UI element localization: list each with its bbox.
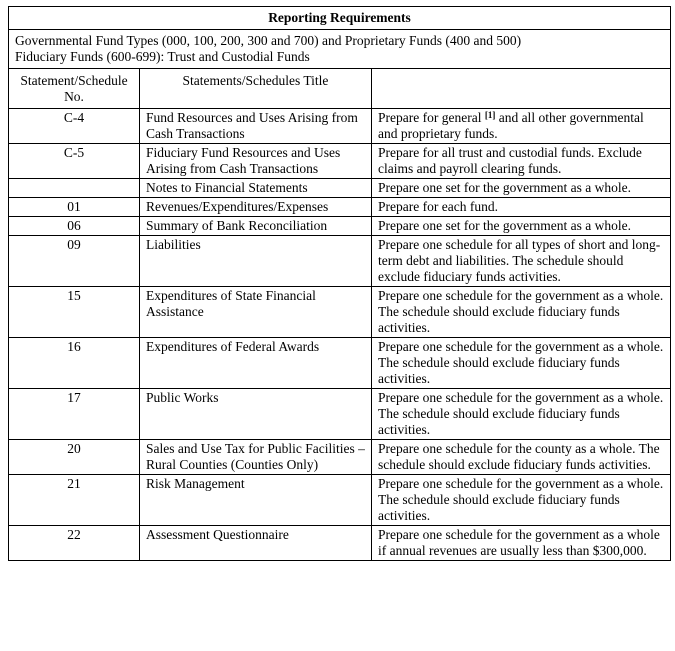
reporting-requirements-table: [8, 6, 671, 561]
table-row: [9, 144, 671, 179]
table-row: [9, 389, 671, 440]
table-title: Reporting Requirements: [9, 7, 671, 30]
table-row: [9, 217, 671, 236]
row-instructions: Prepare for each fund.: [372, 198, 671, 217]
row-title: Fund Resources and Uses Arising from Cash Transactions: [140, 109, 372, 144]
row-number: C-4: [9, 109, 140, 144]
row-title: Notes to Financial Statements: [140, 179, 372, 198]
row-title: Expenditures of State Financial Assistance: [140, 287, 372, 338]
fund-types-line-1: Governmental Fund Types (000, 100, 200, 300 and 700) and Proprietary Funds (400 and 500): [15, 33, 522, 48]
row-title: Revenues/Expenditures/Expenses: [140, 198, 372, 217]
row-instructions: Prepare one schedule for all types of short and long-term debt and liabilities. The schedule should exclude fiduciary funds activities.: [372, 236, 671, 287]
row-number: 01: [9, 198, 140, 217]
row-title: Fiduciary Fund Resources and Uses Arising from Cash Transactions: [140, 144, 372, 179]
table-row: [9, 338, 671, 389]
row-number: 20: [9, 440, 140, 475]
row-number: 21: [9, 475, 140, 526]
row-instructions: Prepare one set for the government as a whole.: [372, 179, 671, 198]
table-row: [9, 109, 671, 144]
instructions-text: Prepare for general: [378, 110, 485, 125]
row-title: Assessment Questionnaire: [140, 526, 372, 561]
table-row: [9, 440, 671, 475]
table-row: [9, 526, 671, 561]
row-title: Summary of Bank Reconciliation: [140, 217, 372, 236]
table-row: [9, 236, 671, 287]
row-instructions: Prepare one schedule for the government as a whole. The schedule should exclude fiduciary funds activities.: [372, 389, 671, 440]
row-instructions: Prepare one schedule for the county as a whole. The schedule should exclude fiduciary funds activities.: [372, 440, 671, 475]
header-instructions: [372, 69, 671, 109]
row-title: Public Works: [140, 389, 372, 440]
instructions-text: and all other governmental and proprietary funds.: [378, 110, 644, 141]
row-instructions: Prepare for all trust and custodial funds. Exclude claims and payroll clearing funds.: [372, 144, 671, 179]
table-row: [9, 287, 671, 338]
row-number: 17: [9, 389, 140, 440]
row-instructions: Prepare one schedule for the government as a whole if annual revenues are usually less than $300,000.: [372, 526, 671, 561]
row-title: Sales and Use Tax for Public Facilities – Rural Counties (Counties Only): [140, 440, 372, 475]
row-number: 22: [9, 526, 140, 561]
table-row: [9, 198, 671, 217]
row-number: 09: [9, 236, 140, 287]
row-number: 16: [9, 338, 140, 389]
row-instructions: Prepare one schedule for the government as a whole. The schedule should exclude fiduciary funds activities.: [372, 287, 671, 338]
row-instructions: Prepare one set for the government as a whole.: [372, 217, 671, 236]
row-title: Liabilities: [140, 236, 372, 287]
row-title: Risk Management: [140, 475, 372, 526]
header-title: Statements/Schedules Title: [140, 69, 372, 109]
row-number: C-5: [9, 144, 140, 179]
row-number: 15: [9, 287, 140, 338]
row-number: [9, 179, 140, 198]
fund-types-line-2: Fiduciary Funds (600-699): Trust and Custodial Funds: [15, 49, 310, 64]
fund-types: [9, 30, 671, 69]
footnote-link[interactable]: [1]: [484, 110, 496, 120]
row-instructions: Prepare one schedule for the government as a whole. The schedule should exclude fiduciary funds activities.: [372, 475, 671, 526]
table-row: [9, 475, 671, 526]
row-instructions: Prepare one schedule for the government as a whole. The schedule should exclude fiduciary funds activities.: [372, 338, 671, 389]
header-number: Statement/Schedule No.: [9, 69, 140, 109]
row-instructions: [372, 109, 671, 144]
table-row: [9, 179, 671, 198]
row-number: 06: [9, 217, 140, 236]
row-title: Expenditures of Federal Awards: [140, 338, 372, 389]
